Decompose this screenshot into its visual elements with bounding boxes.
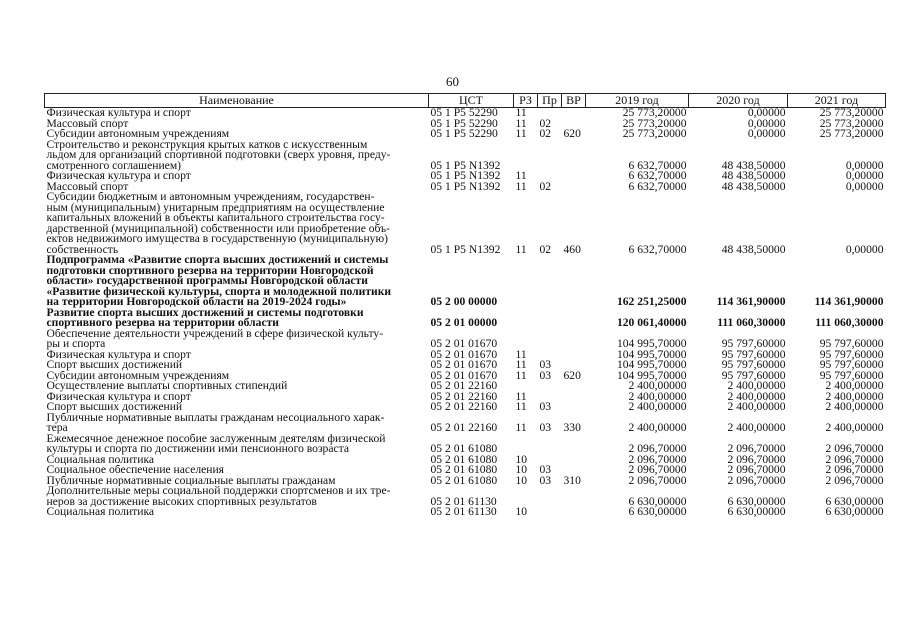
row-amount-2021: 2 096,70000 bbox=[825, 465, 884, 476]
row-name-line: Публичные нормативные выплаты гражданам несоциального харак- bbox=[46, 412, 385, 424]
row-amount-2019: 6 632,70000 bbox=[628, 242, 687, 255]
row-amount-2019: 2 096,70000 bbox=[628, 465, 687, 476]
header-vr: ВР bbox=[562, 94, 586, 108]
row-name-line: смотренного соглашением) bbox=[46, 158, 182, 171]
row-cst: 05 2 01 00000 bbox=[430, 316, 498, 329]
table-row bbox=[45, 465, 886, 476]
row-amount-2019: 2 400,00000 bbox=[628, 391, 687, 402]
row-pr: 02 bbox=[539, 118, 552, 129]
row-pr: 03 bbox=[539, 402, 552, 413]
row-pr bbox=[538, 507, 562, 518]
row-cst: 05 2 01 01670 bbox=[430, 337, 498, 350]
row-rz: 11 bbox=[515, 402, 527, 413]
row-rz: 11 bbox=[515, 391, 527, 402]
row-amount-2019: 6 632,70000 bbox=[628, 181, 687, 192]
table-row bbox=[45, 381, 886, 392]
header-cst: ЦСТ bbox=[429, 94, 514, 108]
row-cst: 05 1 P5 N1392 bbox=[430, 158, 501, 171]
row-name bbox=[45, 129, 429, 140]
row-rz: 10 bbox=[515, 475, 528, 486]
row-name-line: Субсидии автономным учреждениям bbox=[46, 129, 230, 140]
row-amount-2021: 2 400,00000 bbox=[825, 381, 884, 392]
row-name bbox=[45, 308, 429, 329]
row-name bbox=[45, 140, 429, 172]
row-amount-2019: 6 630,00000 bbox=[628, 494, 687, 507]
table-row bbox=[45, 413, 886, 434]
row-pr: 03 bbox=[539, 360, 552, 371]
table-header-row bbox=[45, 94, 886, 108]
row-cst: 05 2 01 01670 bbox=[430, 360, 498, 371]
table-body bbox=[45, 108, 886, 518]
row-name-line: Строительство и реконструкция крытых катков с искусственным bbox=[46, 139, 368, 151]
row-pr: 03 bbox=[539, 465, 552, 476]
table-row bbox=[45, 350, 886, 361]
row-cst: 05 2 01 01670 bbox=[430, 370, 498, 381]
row-amount-2021: 2 096,70000 bbox=[825, 442, 884, 455]
row-name bbox=[45, 371, 429, 382]
row-rz: 11 bbox=[515, 129, 527, 140]
table-row bbox=[45, 360, 886, 371]
row-vr: 620 bbox=[563, 129, 581, 140]
row-amount-2020: 2 096,70000 bbox=[727, 465, 786, 476]
row-amount-2021: 6 630,00000 bbox=[825, 494, 884, 507]
row-rz bbox=[514, 434, 538, 455]
row-cst: 05 2 01 22160 bbox=[430, 421, 498, 434]
row-pr bbox=[538, 350, 562, 361]
row-rz: 11 bbox=[515, 370, 527, 381]
row-name-line: ектов недвижимого имущества в государственную (муниципальную) bbox=[46, 232, 388, 245]
row-amount-2021: 6 630,00000 bbox=[825, 507, 884, 518]
row-cst: 05 2 01 22160 bbox=[430, 402, 498, 413]
row-amount-2021: 25 773,20000 bbox=[819, 118, 884, 129]
row-vr bbox=[562, 140, 586, 172]
row-amount-2021: 111 060,30000 bbox=[815, 316, 884, 329]
row-vr: 460 bbox=[563, 242, 581, 255]
row-amount-2020: 95 797,60000 bbox=[721, 360, 786, 371]
row-amount-2021: 25 773,20000 bbox=[819, 129, 884, 140]
row-vr bbox=[562, 171, 586, 182]
row-name bbox=[45, 392, 429, 403]
table-row bbox=[45, 455, 886, 466]
row-pr: 03 bbox=[539, 370, 552, 381]
budget-table bbox=[44, 93, 886, 518]
row-amount-2020: 0,00000 bbox=[747, 129, 786, 140]
row-cst: 05 2 01 61080 bbox=[430, 475, 498, 486]
row-name bbox=[45, 434, 429, 455]
row-amount-2021: 2 400,00000 bbox=[825, 402, 884, 413]
row-vr bbox=[562, 329, 586, 350]
row-name-line: льдом для организаций спортивной подготовки (сверх уровня, преду- bbox=[46, 148, 391, 161]
table-row bbox=[45, 392, 886, 403]
row-name bbox=[45, 507, 429, 518]
row-pr: 03 bbox=[539, 475, 552, 486]
row-name-line: Подпрограмма «Развитие спорта высших достижений и системы bbox=[46, 255, 389, 266]
row-name-line: собственность bbox=[46, 242, 119, 255]
row-amount-2021: 25 773,20000 bbox=[819, 107, 884, 119]
row-pr bbox=[538, 381, 562, 392]
row-rz: 11 bbox=[515, 118, 527, 129]
table-row bbox=[45, 434, 886, 455]
row-amount-2020: 95 797,60000 bbox=[721, 370, 786, 381]
table-row bbox=[45, 140, 886, 172]
row-pr: 02 bbox=[539, 242, 552, 255]
row-amount-2020: 0,00000 bbox=[747, 107, 786, 119]
row-amount-2021: 95 797,60000 bbox=[819, 360, 884, 371]
row-pr bbox=[538, 392, 562, 403]
row-amount-2020: 95 797,60000 bbox=[721, 349, 786, 360]
row-name-line: подготовки спортивного резерва на территории Новгородской bbox=[46, 263, 374, 277]
row-vr: 620 bbox=[563, 370, 581, 381]
table-row bbox=[45, 507, 886, 518]
row-vr bbox=[562, 308, 586, 329]
row-rz: 11 bbox=[515, 181, 527, 192]
row-rz bbox=[514, 381, 538, 392]
row-amount-2019: 162 251,25000 bbox=[616, 295, 687, 308]
row-vr bbox=[562, 381, 586, 392]
row-vr bbox=[562, 486, 586, 507]
row-rz: 11 bbox=[515, 360, 527, 371]
row-name-line: Социальное обеспечение населения bbox=[46, 465, 225, 476]
header-2021: 2021 год bbox=[788, 94, 886, 108]
row-amount-2019: 25 773,20000 bbox=[622, 118, 687, 129]
header-2020: 2020 год bbox=[689, 94, 788, 108]
row-name bbox=[45, 476, 429, 487]
table-row bbox=[45, 171, 886, 182]
row-amount-2019: 104 995,70000 bbox=[616, 337, 687, 350]
row-amount-2020: 114 361,90000 bbox=[716, 295, 786, 308]
row-rz bbox=[514, 140, 538, 172]
row-name-line: Массовый спорт bbox=[46, 181, 129, 192]
row-vr bbox=[562, 434, 586, 455]
row-vr bbox=[562, 119, 586, 130]
row-amount-2019: 2 400,00000 bbox=[628, 381, 687, 392]
row-name bbox=[45, 192, 429, 255]
row-name bbox=[45, 413, 429, 434]
row-vr bbox=[562, 350, 586, 361]
row-amount-2020: 0,00000 bbox=[747, 118, 786, 129]
row-name-line: Дополнительные меры социальной поддержки спортсменов и их тре- bbox=[46, 486, 391, 497]
row-pr bbox=[538, 329, 562, 350]
row-name-line: Развитие спорта высших достижений и системы подготовки bbox=[46, 307, 364, 319]
row-amount-2021: 0,00000 bbox=[845, 181, 884, 192]
row-amount-2021: 0,00000 bbox=[845, 242, 884, 255]
row-name-line: Ежемесячное денежное пособие заслуженным деятелям физической bbox=[46, 433, 386, 445]
row-amount-2020: 48 438,50000 bbox=[721, 171, 786, 182]
row-name-line: Публичные нормативные социальные выплаты гражданам bbox=[46, 475, 336, 486]
row-amount-2019: 2 096,70000 bbox=[628, 454, 687, 465]
row-name-line: спортивного резерва на территории области bbox=[46, 316, 279, 329]
row-amount-2020: 2 400,00000 bbox=[727, 381, 786, 392]
row-vr bbox=[562, 455, 586, 466]
row-name-line: Субсидии автономным учреждениям bbox=[46, 370, 230, 381]
row-name bbox=[45, 108, 429, 119]
row-name-line: капитальных вложений в объекты капитального строительства госу- bbox=[46, 211, 385, 224]
row-name-line: культуры и спорта по достижении ими пенсионного возраста bbox=[46, 442, 349, 455]
row-amount-2019: 120 061,40000 bbox=[616, 316, 687, 329]
row-pr bbox=[538, 140, 562, 172]
row-amount-2020: 2 400,00000 bbox=[727, 391, 786, 402]
row-amount-2021: 0,00000 bbox=[845, 171, 884, 182]
table-row bbox=[45, 108, 886, 119]
row-amount-2021: 95 797,60000 bbox=[819, 370, 884, 381]
table-row bbox=[45, 476, 886, 487]
row-cst: 05 2 01 61130 bbox=[430, 494, 497, 507]
table-row bbox=[45, 329, 886, 350]
row-name-line: Обеспечение деятельности учреждений в сфере физической культу- bbox=[46, 328, 384, 340]
row-name-line: области» государственной программы Новгородской области bbox=[46, 274, 368, 287]
row-vr: 310 bbox=[563, 475, 581, 486]
row-rz: 11 bbox=[515, 171, 527, 182]
row-amount-2020: 2 096,70000 bbox=[727, 454, 786, 465]
row-name-line: дарственной (муниципальной) собственности или приобретение объ- bbox=[46, 221, 390, 235]
row-rz: 10 bbox=[515, 507, 528, 518]
table-row bbox=[45, 308, 886, 329]
row-amount-2019: 25 773,20000 bbox=[622, 129, 687, 140]
row-name-line: Спорт высших достижений bbox=[46, 402, 183, 413]
row-name bbox=[45, 486, 429, 507]
row-name-line: неров за достижение высоких спортивных результатов bbox=[46, 494, 317, 507]
table-row bbox=[45, 371, 886, 382]
row-rz: 10 bbox=[515, 454, 528, 465]
row-rz bbox=[514, 486, 538, 507]
row-name-line: ным (муниципальным) унитарным предприятиям на осуществление bbox=[46, 200, 385, 214]
row-amount-2020: 111 060,30000 bbox=[717, 316, 786, 329]
row-cst: 05 1 P5 N1392 bbox=[430, 242, 501, 255]
row-name-line: на территории Новгородской области на 2019-2024 годы» bbox=[46, 295, 347, 308]
row-vr bbox=[562, 507, 586, 518]
row-cst: 05 1 P5 52290 bbox=[430, 129, 498, 140]
table-row bbox=[45, 486, 886, 507]
row-name bbox=[45, 255, 429, 308]
row-name-line: Социальная политика bbox=[46, 507, 155, 518]
row-amount-2020: 6 630,00000 bbox=[727, 494, 786, 507]
row-amount-2020: 2 400,00000 bbox=[727, 421, 786, 434]
row-cst: 05 2 01 61130 bbox=[430, 507, 497, 518]
row-name-line: Спорт высших достижений bbox=[46, 360, 183, 371]
row-vr bbox=[562, 108, 586, 119]
row-pr: 02 bbox=[539, 181, 552, 192]
table-row bbox=[45, 119, 886, 130]
row-name bbox=[45, 455, 429, 466]
row-rz bbox=[514, 308, 538, 329]
row-pr bbox=[538, 108, 562, 119]
row-amount-2021: 95 797,60000 bbox=[819, 349, 884, 360]
row-amount-2019: 2 096,70000 bbox=[628, 475, 687, 486]
row-pr bbox=[538, 171, 562, 182]
row-amount-2019: 2 096,70000 bbox=[628, 442, 687, 455]
row-amount-2021: 0,00000 bbox=[845, 158, 884, 171]
row-amount-2020: 48 438,50000 bbox=[721, 158, 786, 171]
row-amount-2021: 2 096,70000 bbox=[825, 475, 884, 486]
row-pr bbox=[538, 434, 562, 455]
row-name-line: Физическая культура и спорт bbox=[46, 171, 191, 182]
row-cst: 05 1 P5 52290 bbox=[430, 118, 498, 129]
row-amount-2021: 2 096,70000 bbox=[825, 454, 884, 465]
row-rz: 11 bbox=[515, 421, 527, 434]
header-rz: РЗ bbox=[514, 94, 538, 108]
row-name bbox=[45, 360, 429, 371]
row-amount-2020: 48 438,50000 bbox=[721, 242, 786, 255]
row-cst: 05 2 01 01670 bbox=[430, 349, 498, 360]
row-name-line: Массовый спорт bbox=[46, 118, 129, 129]
row-amount-2019: 6 632,70000 bbox=[628, 158, 687, 171]
row-pr: 02 bbox=[539, 129, 552, 140]
row-name-line: Физическая культура и спорт bbox=[46, 107, 191, 119]
header-name: Наименование bbox=[45, 94, 429, 108]
row-rz bbox=[514, 329, 538, 350]
row-name bbox=[45, 402, 429, 413]
row-cst: 05 2 00 00000 bbox=[430, 295, 498, 308]
row-amount-2020: 2 096,70000 bbox=[727, 475, 786, 486]
table-row bbox=[45, 402, 886, 413]
row-cst: 05 1 P5 N1392 bbox=[430, 171, 501, 182]
page-number: 60 bbox=[446, 74, 459, 89]
row-amount-2019: 2 400,00000 bbox=[628, 421, 687, 434]
row-vr bbox=[562, 255, 586, 308]
row-amount-2021: 114 361,90000 bbox=[814, 295, 884, 308]
table-row bbox=[45, 129, 886, 140]
row-cst: 05 2 01 22160 bbox=[430, 391, 498, 402]
row-amount-2020: 95 797,60000 bbox=[721, 337, 786, 350]
row-rz bbox=[514, 255, 538, 308]
row-amount-2020: 6 630,00000 bbox=[727, 507, 786, 518]
row-name bbox=[45, 119, 429, 130]
row-name bbox=[45, 329, 429, 350]
table-row bbox=[45, 255, 886, 308]
row-pr bbox=[538, 486, 562, 507]
row-name bbox=[45, 182, 429, 193]
row-name-line: Социальная политика bbox=[46, 454, 155, 465]
row-cst: 05 1 P5 N1392 bbox=[430, 181, 501, 192]
row-rz: 10 bbox=[515, 465, 528, 476]
row-vr bbox=[562, 360, 586, 371]
row-amount-2019: 104 995,70000 bbox=[616, 360, 687, 371]
header-pr: Пр bbox=[538, 94, 562, 108]
row-amount-2020: 48 438,50000 bbox=[721, 181, 786, 192]
row-amount-2019: 6 632,70000 bbox=[628, 171, 687, 182]
row-amount-2020: 2 400,00000 bbox=[727, 402, 786, 413]
row-name-line: Осуществление выплаты спортивных стипендий bbox=[46, 381, 288, 392]
row-amount-2019: 2 400,00000 bbox=[628, 402, 687, 413]
row-cst: 05 1 P5 52290 bbox=[430, 107, 498, 119]
row-cst: 05 2 01 61080 bbox=[430, 465, 498, 476]
row-amount-2019: 104 995,70000 bbox=[616, 370, 687, 381]
row-name bbox=[45, 381, 429, 392]
row-name-line: «Развитие физической культуры, спорта и молодежной политики bbox=[46, 284, 392, 298]
row-name-line: Физическая культура и спорт bbox=[46, 391, 191, 402]
row-amount-2020: 2 096,70000 bbox=[727, 442, 786, 455]
row-cst: 05 2 01 22160 bbox=[430, 381, 498, 392]
row-amount-2019: 6 630,00000 bbox=[628, 507, 687, 518]
row-cst: 05 2 01 61080 bbox=[430, 454, 498, 465]
row-pr: 03 bbox=[539, 421, 552, 434]
row-name bbox=[45, 171, 429, 182]
table-row bbox=[45, 182, 886, 193]
row-pr bbox=[538, 308, 562, 329]
row-amount-2019: 25 773,20000 bbox=[622, 107, 687, 119]
row-name-line: ры и спорта bbox=[46, 337, 106, 350]
row-vr bbox=[562, 402, 586, 413]
row-name bbox=[45, 350, 429, 361]
row-name-line: Физическая культура и спорт bbox=[46, 349, 191, 360]
row-pr bbox=[538, 455, 562, 466]
row-rz: 11 bbox=[515, 242, 527, 255]
row-rz: 11 bbox=[515, 349, 527, 360]
row-name-line: Субсидии бюджетным и автономным учреждениям, государствен- bbox=[46, 192, 375, 203]
row-amount-2021: 2 400,00000 bbox=[825, 391, 884, 402]
row-vr: 330 bbox=[563, 421, 581, 434]
row-amount-2019: 104 995,70000 bbox=[616, 349, 687, 360]
header-2019: 2019 год bbox=[586, 94, 689, 108]
row-pr bbox=[538, 255, 562, 308]
row-amount-2021: 2 400,00000 bbox=[825, 421, 884, 434]
row-amount-2021: 95 797,60000 bbox=[819, 337, 884, 350]
row-rz: 11 bbox=[515, 107, 527, 119]
row-vr bbox=[562, 465, 586, 476]
row-cst: 05 2 01 61080 bbox=[430, 442, 498, 455]
row-name bbox=[45, 465, 429, 476]
row-vr bbox=[562, 392, 586, 403]
table-row bbox=[45, 192, 886, 255]
row-vr bbox=[562, 182, 586, 193]
row-name-line: тера bbox=[46, 421, 68, 434]
